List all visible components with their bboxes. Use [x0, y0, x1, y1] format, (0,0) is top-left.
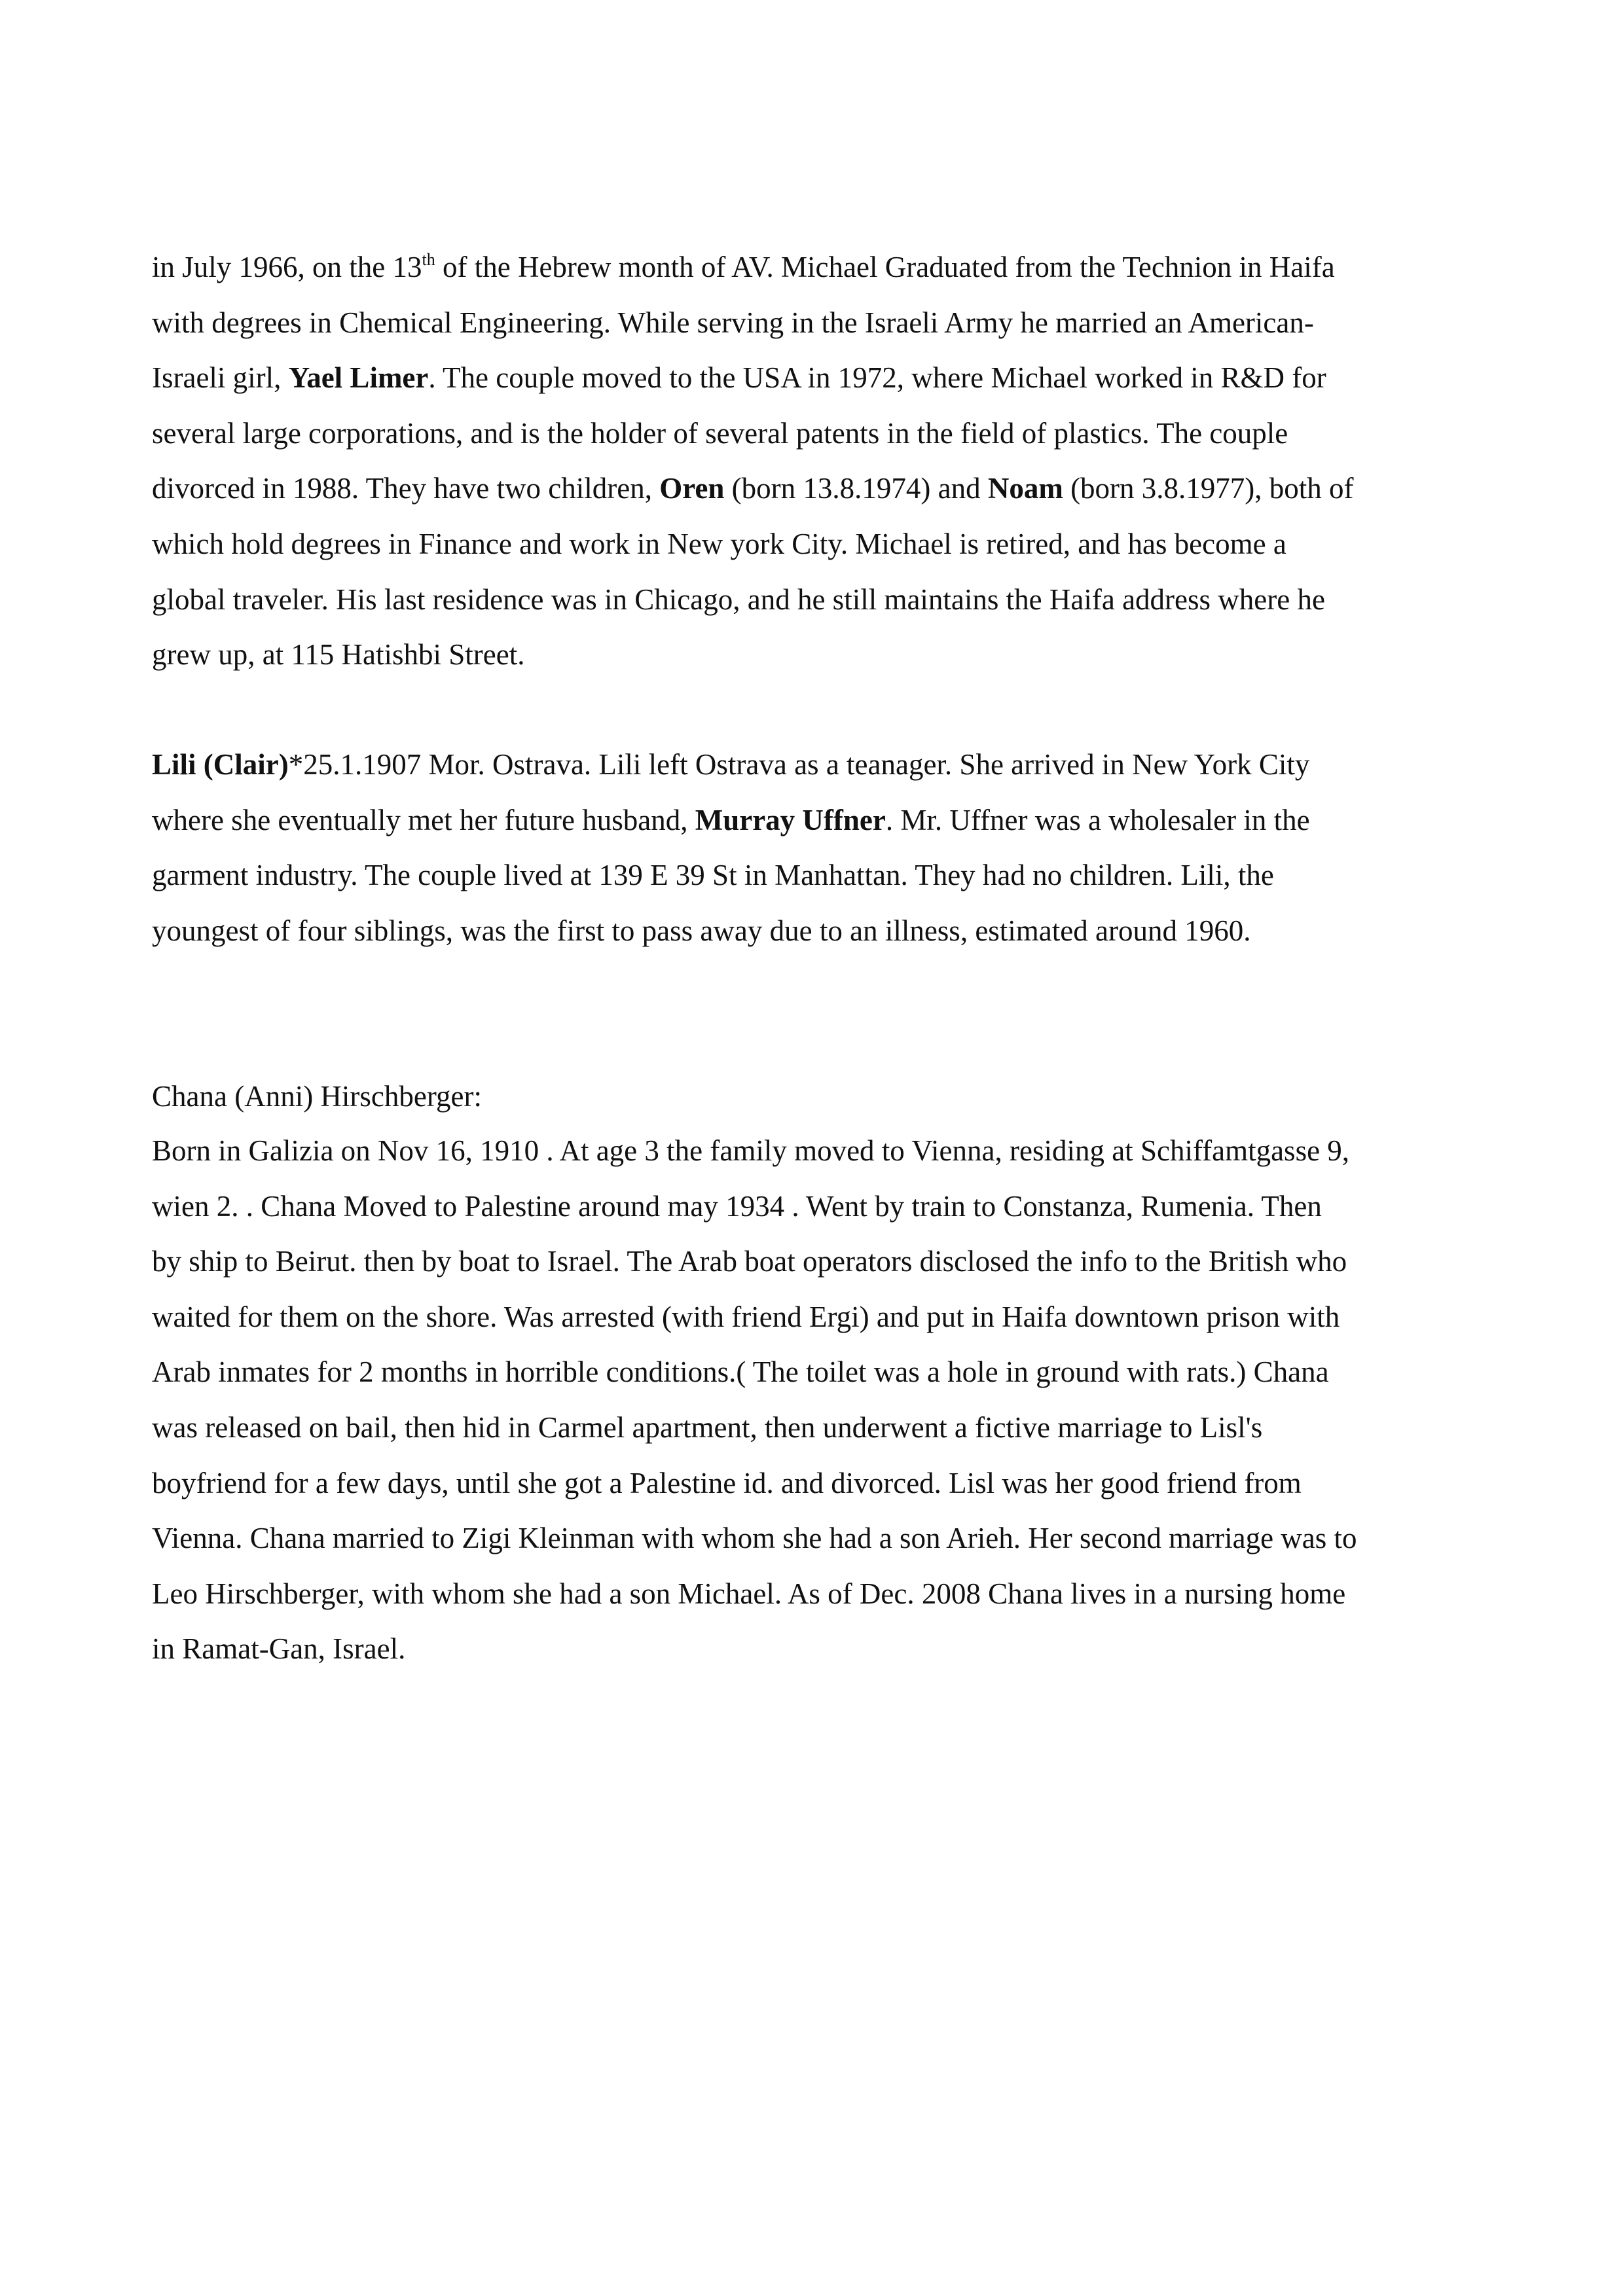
text-line: Arab inmates for 2 months in horrible conditions.( The toilet was a hole in ground with rats.) Chana	[152, 1355, 1329, 1389]
text-line: Leo Hirschberger, with whom she had a son Michael. As of Dec. 2008 Chana lives in a nursing home	[152, 1577, 1346, 1610]
name-lili-clair: Lili (Clair)	[152, 748, 289, 781]
paragraph-chana	[152, 1123, 1357, 1677]
text-line: wien 2. . Chana Moved to Palestine around may 1934 . Went by train to Constanza, Rumenia. Then	[152, 1189, 1322, 1223]
text-run: *25.1.1907 Mor. Ostrava. Lili left Ostrava as a teanager. She arrived in New York City	[288, 748, 1310, 781]
text-line: which hold degrees in Finance and work in New york City. Michael is retired, and has become a	[152, 527, 1286, 560]
text-run: of the Hebrew month of AV. Michael Graduated from the Technion in Haifa	[435, 251, 1335, 283]
text-line: grew up, at 115 Hatishbi Street.	[152, 638, 525, 672]
text-run: (born 13.8.1974) and	[724, 472, 988, 505]
heading-chana	[152, 1069, 482, 1124]
paragraph-lili	[152, 737, 1310, 958]
text-line: by ship to Beirut. then by boat to Israel. The Arab boat operators disclosed the info to the British who	[152, 1245, 1347, 1278]
text-run: divorced in 1988. They have two children,	[152, 472, 660, 505]
text-line: Vienna. Chana married to Zigi Kleinman with whom she had a son Arieh. Her second marriage was to	[152, 1522, 1357, 1555]
text-line	[152, 737, 1310, 793]
text-run: where she eventually met her future husband,	[152, 803, 695, 836]
text-line: Born in Galizia on Nov 16, 1910 . At age 3 the family moved to Vienna, residing at Schiffamtgasse 9,	[152, 1134, 1350, 1167]
text-line: youngest of four siblings, was the first to pass away due to an illness, estimated around 1960.	[152, 914, 1251, 947]
text-run: Israeli girl,	[152, 361, 289, 395]
text-line: with degrees in Chemical Engineering. While serving in the Israeli Army he married an American-	[152, 306, 1314, 339]
superscript: th	[422, 250, 435, 269]
text-line: global traveler. His last residence was in Chicago, and he still maintains the Haifa address where he	[152, 583, 1325, 616]
text-run: in July 1966, on the 13	[152, 251, 422, 283]
paragraph-michael	[152, 240, 1354, 683]
name-murray-uffner: Murray Uffner	[695, 803, 886, 836]
text-line	[152, 793, 1310, 848]
text-line: boyfriend for a few days, until she got a Palestine id. and divorced. Lisl was her good friend from	[152, 1466, 1302, 1499]
text-line: garment industry. The couple lived at 139 E 39 St in Manhattan. They had no children. Lili, the	[152, 859, 1274, 892]
text-run: . Mr. Uffner was a wholesaler in the	[885, 803, 1310, 836]
text-line	[152, 240, 1354, 295]
text-line: in Ramat-Gan, Israel.	[152, 1632, 406, 1666]
text-line	[152, 461, 1354, 516]
text-run: . The couple moved to the USA in 1972, where Michael worked in R&D for	[428, 361, 1326, 395]
text-line: several large corporations, and is the holder of several patents in the field of plastics. The couple	[152, 416, 1288, 450]
name-noam: Noam	[987, 472, 1063, 505]
text-line: was released on bail, then hid in Carmel apartment, then underwent a fictive marriage to Lisl's	[152, 1410, 1263, 1444]
section-heading: Chana (Anni) Hirschberger:	[152, 1080, 483, 1113]
text-line	[152, 350, 1354, 406]
text-run: (born 3.8.1977), both of	[1063, 472, 1354, 505]
name-yael-limer: Yael Limer	[288, 361, 429, 395]
name-oren: Oren	[659, 472, 725, 505]
text-line: waited for them on the shore. Was arrested (with friend Ergi) and put in Haifa downtown prison with	[152, 1300, 1340, 1333]
